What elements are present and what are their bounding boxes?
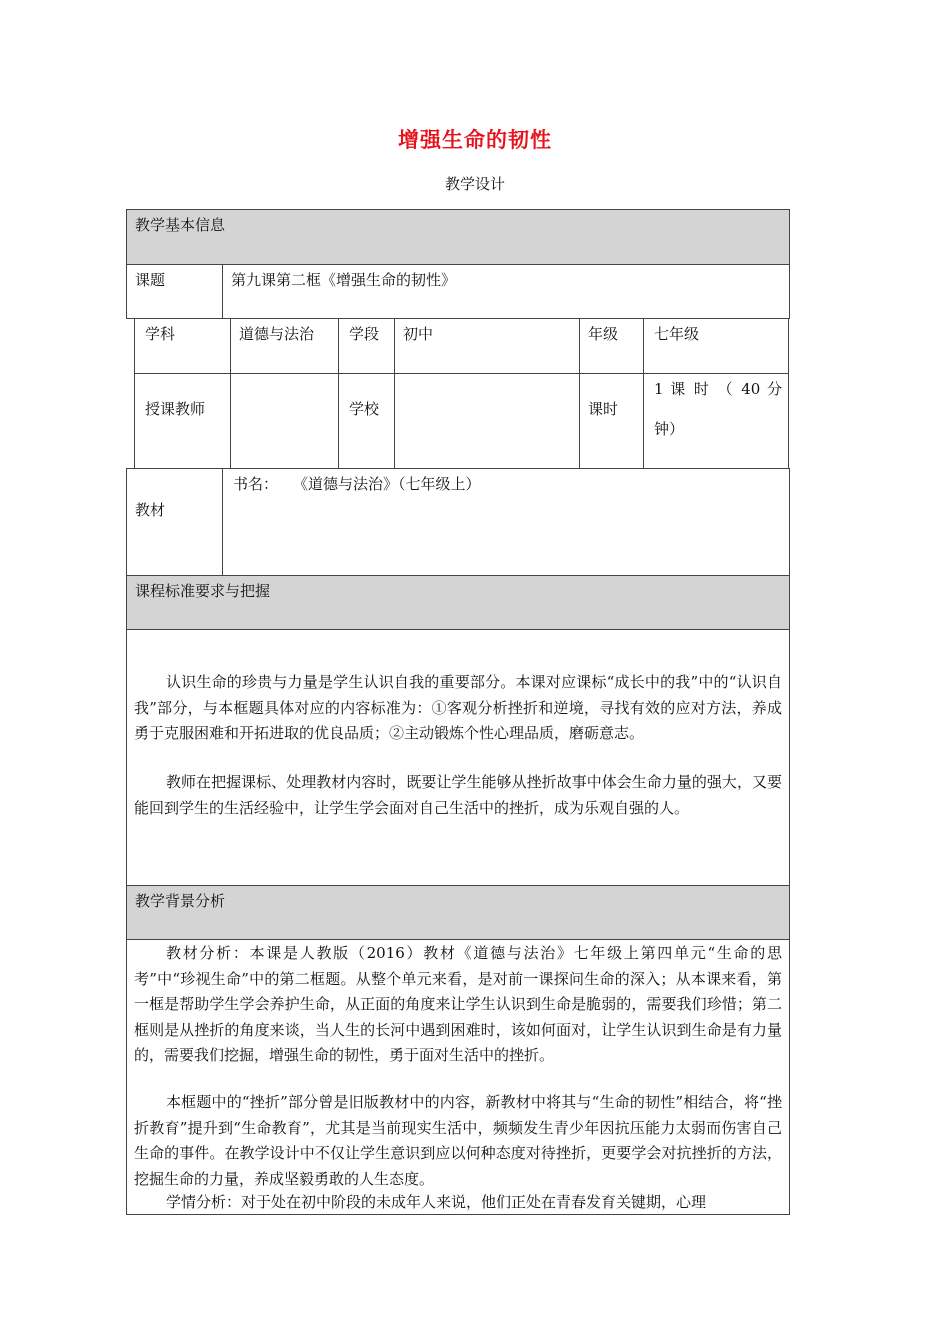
document-title: 增强生命的韧性 [398, 127, 552, 152]
grade-label: 年级 [588, 325, 619, 343]
textbook-value-cell [222, 468, 790, 576]
textbook-label-cell [126, 468, 223, 576]
subject-label: 学科 [145, 325, 176, 343]
school-label: 学校 [349, 400, 380, 418]
school-value-cell [394, 373, 580, 469]
grade-value-cell [643, 318, 789, 374]
teacher-value-cell [230, 373, 339, 469]
topic-label-cell [126, 264, 223, 319]
period-value-line2: 钟） [654, 420, 685, 438]
textbook-label: 教材 [135, 501, 166, 519]
period-value-cell [643, 373, 789, 469]
document-subtitle: 教学设计 [444, 175, 505, 193]
stage-label-cell [338, 318, 395, 374]
grade-value: 七年级 [654, 325, 700, 343]
period-label-cell [579, 373, 644, 469]
period-value-line1: 1 课 时 （ 40 分 [654, 380, 782, 398]
background-header-label: 教学背景分析 [135, 892, 226, 910]
grade-label-cell [579, 318, 644, 374]
topic-value: 第九课第二框《增强生命的韧性》 [231, 271, 457, 289]
topic-value-cell [222, 264, 790, 319]
curriculum-header-label: 课程标准要求与把握 [135, 582, 271, 600]
topic-label: 课题 [135, 271, 166, 289]
period-label: 课时 [588, 400, 619, 418]
subject-label-cell [134, 318, 231, 374]
curriculum-body [126, 629, 790, 886]
curriculum-paragraph-1: 认识生命的珍贵与力量是学生认识自我的重要部分。本课对应课标“成长中的我”中的“认识自我”部分，与本框题具体对应的内容标准为：①客观分析挫折和逆境，寻找有效的应对方法，养成勇于克服困难和开拓进取的优良品质；②主动锻炼个性心理品质，磨砺意志。 [134, 673, 782, 742]
stage-label: 学段 [349, 325, 380, 343]
school-label-cell [338, 373, 395, 469]
curriculum-header [126, 575, 790, 630]
subject-value-cell [230, 318, 339, 374]
stage-value: 初中 [403, 325, 434, 343]
curriculum-paragraph-2: 教师在把握课标、处理教材内容时，既要让学生能够从挫折故事中体会生命力量的强大，又要能回到学生的生活经验中，让学生学会面对自己生活中的挫折，成为乐观自强的人。 [134, 773, 782, 817]
stage-value-cell [394, 318, 580, 374]
basic-info-header [126, 209, 790, 265]
basic-info-header-label: 教学基本信息 [135, 216, 226, 234]
textbook-value: 书名： 《道德与法治》（七年级上） [233, 475, 481, 493]
background-paragraph-2: 本框题中的“挫折”部分曾是旧版教材中的内容，新教材中将其与“生命的韧性”相结合，将“挫折教育”提升到“生命教育”，尤其是当前现实生活中，频频发生青少年因抗压能力太弱而伤害自己生命的事件。在教学设计中不仅让学生意识到应以何种态度对待挫折，更要学会对抗挫折的方法，挖掘生命的力量，养成坚毅勇敢的人生态度。 [134, 1093, 782, 1188]
teacher-label: 授课教师 [145, 400, 206, 418]
subject-value: 道德与法治 [239, 325, 315, 343]
background-header [126, 885, 790, 940]
teacher-label-cell [134, 373, 231, 469]
background-paragraph-3: 学情分析：对于处在初中阶段的未成年人来说，他们正处在青春发育关键期，心理 [166, 1193, 707, 1211]
background-paragraph-1: 教材分析：本课是人教版（2016）教材《道德与法治》七年级上第四单元“生命的思考”中“珍视生命”中的第二框题。从整个单元来看，是对前一课探问生命的深入；从本课来看，第一框是帮助学生学会养护生命，从正面的角度来让学生认识到生命是脆弱的，需要我们珍惜；第二框则是从挫折的角度来谈，当人生的长河中遇到困难时，该如何面对，让学生认识到生命是有力量的，需要我们挖掘，增强生命的韧性，勇于面对生活中的挫折。 [134, 944, 782, 1064]
